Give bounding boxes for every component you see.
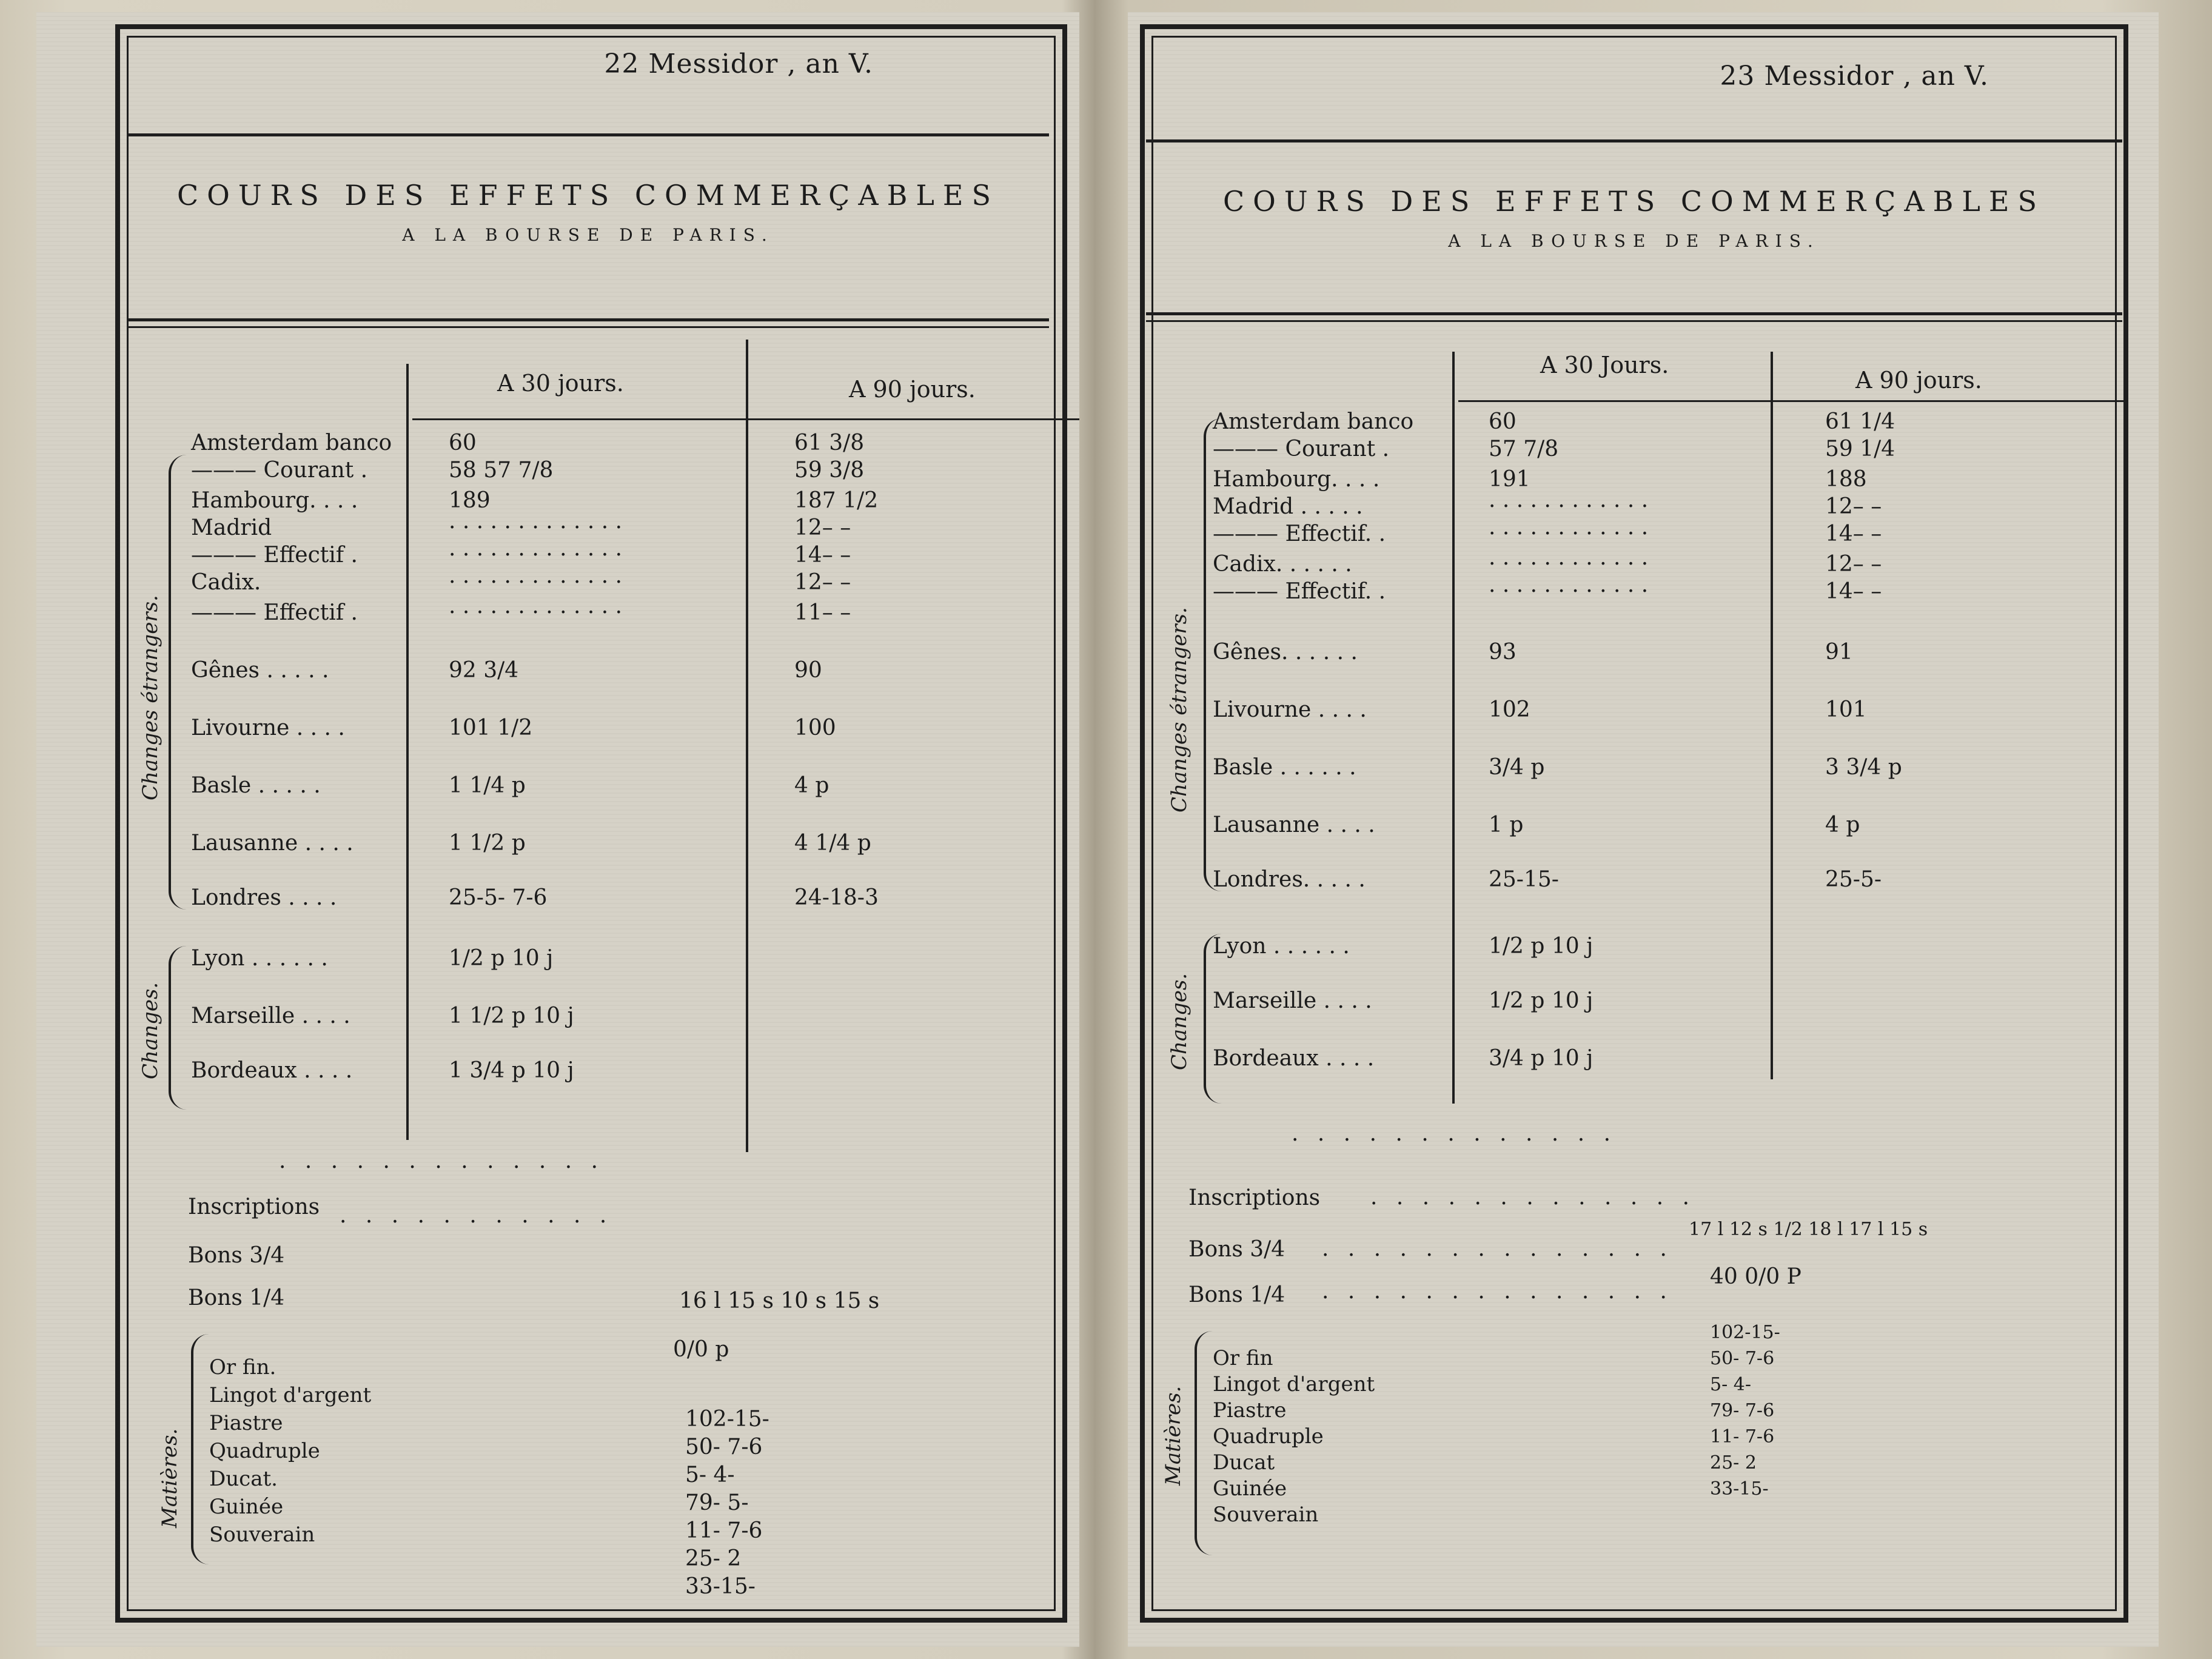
- left-matiere-value: 25- 2: [685, 1546, 742, 1571]
- right-bons14-label: Bons 1/4: [1188, 1282, 1285, 1307]
- right-matiere-label: Ducat: [1213, 1450, 1275, 1475]
- right-row-label: Londres. . . . .: [1213, 867, 1366, 892]
- right-row-label: Bordeaux . . . .: [1213, 1046, 1375, 1071]
- right-brace-changes: [1204, 934, 1224, 1104]
- right-matiere-label: Guinée: [1213, 1476, 1287, 1501]
- left-header-rule: [412, 418, 1079, 420]
- right-row-label: Livourne . . . .: [1213, 697, 1367, 722]
- right-row-value-90: 25-5-: [1825, 867, 1882, 892]
- left-row-value-30: 58 57 7/8: [449, 458, 554, 483]
- left-row-label: Hambourg. . . .: [191, 488, 358, 513]
- left-col-divider-1: [406, 364, 409, 1140]
- left-row-label: Gênes . . . . .: [191, 658, 329, 683]
- left-row-label: Cadix.: [191, 570, 261, 595]
- left-subtitle: A LA BOURSE DE PARIS.: [402, 225, 774, 245]
- left-title: COURS DES EFFETS COMMERÇABLES: [176, 179, 1000, 212]
- left-matiere-label: Quadruple: [209, 1439, 320, 1463]
- left-row-label: Basle . . . . .: [191, 773, 321, 798]
- left-brace-etrangers: [169, 455, 189, 910]
- right-row-value-30: · · · · · · · · · · · ·: [1489, 494, 1649, 519]
- left-row-label: Amsterdam banco: [191, 431, 392, 455]
- left-page: [36, 12, 1079, 1647]
- left-separator-dots: · · · · · · · · · · · · ·: [279, 1155, 605, 1180]
- left-matiere-value: 5- 4-: [685, 1463, 735, 1487]
- left-row-label: Livourne . . . .: [191, 716, 345, 740]
- left-row-value-30: 92 3/4: [449, 658, 519, 683]
- right-bons14-value: 40 0/0 P: [1710, 1264, 1801, 1289]
- right-group-matieres: Matières.: [1161, 1386, 1185, 1486]
- left-matiere-value: 11- 7-6: [685, 1518, 763, 1543]
- right-row-label: Marseille . . . .: [1213, 988, 1372, 1013]
- right-matiere-label: Or fin: [1213, 1346, 1273, 1370]
- left-row-label: Marseille . . . .: [191, 1004, 350, 1028]
- left-matiere-value: 50- 7-6: [685, 1435, 763, 1460]
- left-row-value-90: 90: [794, 658, 822, 683]
- right-row-value-90: 12– –: [1825, 552, 1882, 577]
- right-row-value-90: 188: [1825, 467, 1867, 492]
- right-title: COURS DES EFFETS COMMERÇABLES: [1222, 185, 2046, 218]
- left-row-label: ——— Effectif .: [191, 543, 358, 568]
- left-matiere-label: Souverain: [209, 1523, 315, 1547]
- right-matiere-value: 102-15-: [1710, 1322, 1780, 1343]
- right-matiere-value: 5- 4-: [1710, 1374, 1751, 1395]
- left-bons34-label: Bons 3/4: [188, 1243, 285, 1268]
- left-row-value-90: 12– –: [794, 570, 851, 595]
- left-row-value-30: · · · · · · · · · · · · ·: [449, 570, 623, 595]
- right-row-label: Cadix. . . . . .: [1213, 552, 1352, 577]
- right-matiere-label: Quadruple: [1213, 1424, 1324, 1449]
- right-matiere-label: Piastre: [1213, 1398, 1287, 1423]
- right-row-value-90: 91: [1825, 640, 1853, 665]
- left-row-value-90: 11– –: [794, 600, 851, 625]
- right-page: [1128, 12, 2159, 1647]
- right-bons34-value: 17 l 12 s 1/2 18 l 17 l 15 s: [1689, 1219, 1928, 1240]
- right-bons34-dots: · · · · · · · · · · · · · ·: [1322, 1243, 1673, 1268]
- right-bons14-dots: · · · · · · · · · · · · · ·: [1322, 1285, 1673, 1310]
- left-row-value-90: 12– –: [794, 515, 851, 540]
- left-row-value-30: · · · · · · · · · · · · ·: [449, 600, 623, 625]
- right-row-value-30: 1/2 p 10 j: [1489, 934, 1594, 959]
- right-row-value-30: 93: [1489, 640, 1517, 665]
- right-col-divider-2: [1771, 352, 1773, 1079]
- right-row-value-90: 14– –: [1825, 579, 1882, 604]
- right-inscriptions-dots: · · · · · · · · · · · · ·: [1370, 1191, 1696, 1216]
- right-page-headline: 23 Messidor , an V.: [1720, 61, 1989, 92]
- right-title-box: [1146, 139, 2122, 315]
- left-row-value-30: 1/2 p 10 j: [449, 946, 554, 971]
- right-row-value-90: 59 1/4: [1825, 437, 1895, 461]
- left-matiere-label: Lingot d'argent: [209, 1383, 372, 1407]
- right-row-value-30: · · · · · · · · · · · ·: [1489, 552, 1649, 577]
- left-row-value-90: 187 1/2: [794, 488, 879, 513]
- right-row-label: ——— Effectif. .: [1213, 579, 1386, 604]
- right-row-value-90: 61 1/4: [1825, 409, 1895, 434]
- right-row-value-90: 12– –: [1825, 494, 1882, 519]
- left-title-box: [127, 133, 1049, 321]
- left-row-value-30: 189: [449, 488, 491, 513]
- left-group-matieres: Matières.: [158, 1428, 182, 1528]
- left-bons14-label: Bons 1/4: [188, 1285, 285, 1310]
- right-row-value-30: · · · · · · · · · · · ·: [1489, 521, 1649, 546]
- right-matiere-label: Souverain: [1213, 1503, 1319, 1527]
- left-row-value-90: 4 1/4 p: [794, 831, 871, 856]
- right-row-value-90: 14– –: [1825, 521, 1882, 546]
- right-row-value-30: 25-15-: [1489, 867, 1559, 892]
- right-matiere-value: 11- 7-6: [1710, 1426, 1775, 1447]
- left-row-label: Madrid: [191, 515, 272, 540]
- right-row-label: Hambourg. . . .: [1213, 467, 1380, 492]
- right-matiere-label: Lingot d'argent: [1213, 1372, 1375, 1396]
- left-row-value-30: 60: [449, 431, 477, 455]
- left-row-label: ——— Courant .: [191, 458, 368, 483]
- left-row-value-90: 24-18-3: [794, 885, 879, 910]
- right-row-value-90: 3 3/4 p: [1825, 755, 1902, 780]
- right-row-value-90: 101: [1825, 697, 1867, 722]
- right-row-value-30: 1 p: [1489, 813, 1524, 837]
- right-row-label: ——— Effectif. .: [1213, 521, 1386, 546]
- right-row-value-30: 3/4 p: [1489, 755, 1545, 780]
- right-row-value-30: · · · · · · · · · · · ·: [1489, 579, 1649, 604]
- left-row-label: Londres . . . .: [191, 885, 337, 910]
- right-row-label: ——— Courant .: [1213, 437, 1390, 461]
- left-matiere-label: Or fin.: [209, 1355, 276, 1379]
- left-group-changes-etrangers: Changes étrangers.: [138, 595, 163, 800]
- left-row-value-30: 1 3/4 p 10 j: [449, 1058, 574, 1083]
- left-row-value-30: 1 1/4 p: [449, 773, 526, 798]
- right-row-value-30: 1/2 p 10 j: [1489, 988, 1594, 1013]
- right-inscriptions-label: Inscriptions: [1188, 1185, 1321, 1210]
- left-row-value-30: · · · · · · · · · · · · ·: [449, 515, 623, 540]
- right-matiere-value: 25- 2: [1710, 1452, 1757, 1473]
- left-matiere-value: 102-15-: [685, 1407, 769, 1432]
- left-row-label: Bordeaux . . . .: [191, 1058, 353, 1083]
- left-col-head-90: A 90 jours.: [849, 376, 976, 403]
- right-col-head-90: A 90 jours.: [1855, 367, 1982, 394]
- right-col-divider-1: [1452, 352, 1455, 1104]
- right-row-label: Madrid . . . . .: [1213, 494, 1363, 519]
- right-header-rule: [1458, 400, 2125, 402]
- right-row-value-30: 57 7/8: [1489, 437, 1559, 461]
- left-row-value-30: 25-5- 7-6: [449, 885, 548, 910]
- left-row-value-30: · · · · · · · · · · · · ·: [449, 543, 623, 568]
- right-row-label: Basle . . . . . .: [1213, 755, 1356, 780]
- left-inscriptions-dots: · · · · · · · · · · ·: [340, 1210, 613, 1235]
- right-brace-matieres: [1195, 1331, 1215, 1555]
- right-group-changes: Changes.: [1167, 973, 1191, 1070]
- left-row-label: ——— Effectif .: [191, 600, 358, 625]
- right-subtitle: A LA BOURSE DE PARIS.: [1448, 231, 1820, 251]
- right-matiere-value: 50- 7-6: [1710, 1348, 1775, 1369]
- right-matiere-value: 33-15-: [1710, 1478, 1769, 1500]
- right-row-label: Lausanne . . . .: [1213, 813, 1375, 837]
- left-inscriptions-label: Inscriptions: [188, 1195, 320, 1219]
- left-col-head-30: A 30 jours.: [497, 370, 624, 397]
- left-row-value-90: 14– –: [794, 543, 851, 568]
- right-row-value-30: 102: [1489, 697, 1530, 722]
- left-brace-matieres: [191, 1334, 212, 1564]
- right-row-label: Gênes. . . . . .: [1213, 640, 1358, 665]
- left-row-value-90: 4 p: [794, 773, 830, 798]
- left-row-value-30: 1 1/2 p: [449, 831, 526, 856]
- left-page-headline: 22 Messidor , an V.: [604, 49, 873, 79]
- right-row-value-90: 4 p: [1825, 813, 1860, 837]
- right-group-changes-etrangers: Changes étrangers.: [1167, 607, 1191, 813]
- left-bons14-value: 0/0 p: [673, 1337, 729, 1362]
- left-matiere-value: 33-15-: [685, 1574, 756, 1599]
- left-row-value-90: 100: [794, 716, 836, 740]
- left-matiere-label: Guinée: [209, 1495, 284, 1519]
- left-group-changes: Changes.: [138, 982, 163, 1079]
- left-row-value-90: 59 3/8: [794, 458, 865, 483]
- left-row-value-30: 1 1/2 p 10 j: [449, 1004, 574, 1028]
- left-col-divider-2: [746, 340, 748, 1152]
- left-matiere-label: Ducat.: [209, 1467, 278, 1491]
- right-matiere-value: 79- 7-6: [1710, 1400, 1775, 1421]
- left-matiere-label: Piastre: [209, 1411, 283, 1435]
- left-row-label: Lausanne . . . .: [191, 831, 354, 856]
- left-row-value-30: 101 1/2: [449, 716, 533, 740]
- right-row-value-30: 3/4 p 10 j: [1489, 1046, 1594, 1071]
- right-separator-dots: · · · · · · · · · · · · ·: [1292, 1128, 1617, 1153]
- right-bons34-label: Bons 3/4: [1188, 1237, 1285, 1262]
- left-matiere-value: 79- 5-: [685, 1490, 749, 1515]
- right-col-head-30: A 30 Jours.: [1540, 352, 1669, 378]
- left-bons34-value: 16 l 15 s 10 s 15 s: [679, 1289, 880, 1313]
- right-row-label: Amsterdam banco: [1213, 409, 1414, 434]
- left-row-value-90: 61 3/8: [794, 431, 865, 455]
- left-row-label: Lyon . . . . . .: [191, 946, 328, 971]
- right-row-label: Lyon . . . . . .: [1213, 934, 1350, 959]
- right-row-value-30: 60: [1489, 409, 1517, 434]
- left-brace-changes: [169, 946, 189, 1110]
- right-row-value-30: 191: [1489, 467, 1530, 492]
